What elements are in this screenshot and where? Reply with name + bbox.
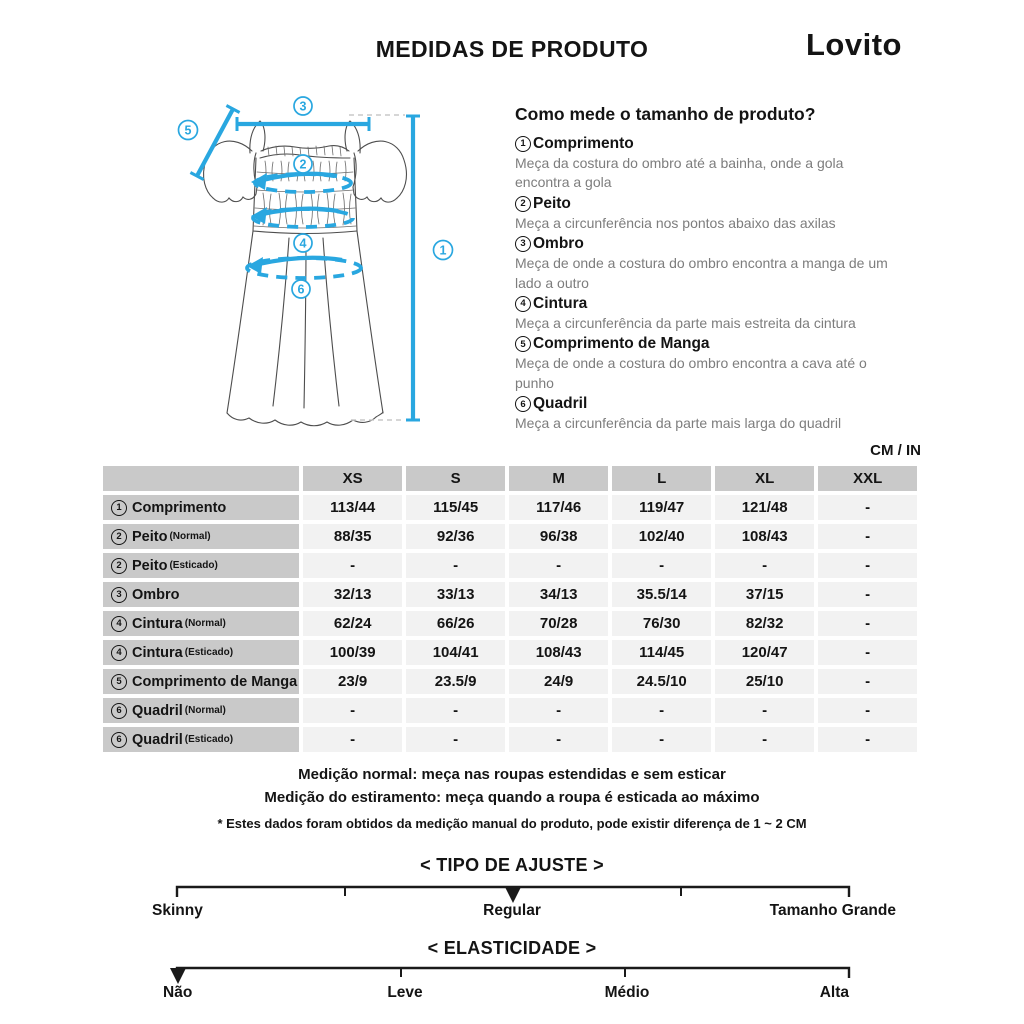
table-row <box>103 582 917 607</box>
marker-sleeve <box>179 121 198 140</box>
circled-number: 2 <box>515 196 531 212</box>
fit-label-regular: Regular <box>483 902 541 919</box>
size-value: - <box>818 669 917 694</box>
howto-section <box>515 104 897 435</box>
elasticity-label-leve: Leve <box>387 984 423 1001</box>
size-value: 117/46 <box>509 495 608 520</box>
marker-chest <box>294 155 312 173</box>
elasticity-scale <box>170 965 860 989</box>
circled-number: 2 <box>111 558 127 574</box>
circled-number: 6 <box>111 703 127 719</box>
howto-item <box>515 134 897 193</box>
size-value: 32/13 <box>303 582 402 607</box>
column-header: M <box>509 466 608 491</box>
size-value: - <box>303 698 402 723</box>
measure-name: 6 Quadril <box>515 394 897 414</box>
elasticity-label-medio: Médio <box>604 984 650 1001</box>
circled-number: 1 <box>515 136 531 152</box>
note-disclaimer: * Estes dados foram obtidos da medição manual do produto, pode existir diferença de 1 ~ 2 CM <box>217 816 807 831</box>
table-row <box>103 727 917 752</box>
circled-number: 1 <box>111 500 127 516</box>
circled-number: 4 <box>515 296 531 312</box>
size-value: - <box>406 727 505 752</box>
table-corner-cell <box>103 466 299 491</box>
row-label: 2 Peito (Normal) <box>103 524 299 549</box>
fit-scale-pointer <box>505 887 521 903</box>
howto-item <box>515 334 897 393</box>
measure-desc: Meça a circunferência da parte mais larga do quadril <box>515 415 842 432</box>
note-stretch-measure: Medição do estiramento: meça quando a roupa é esticada ao máximo <box>264 789 760 806</box>
size-value: 24/9 <box>509 669 608 694</box>
size-value: 76/30 <box>612 611 711 636</box>
circled-number: 3 <box>111 587 127 603</box>
table-row <box>103 611 917 636</box>
measure-desc: Meça a circunferência da parte mais estreita da cintura <box>515 315 856 332</box>
note-normal-measure: Medição normal: meça nas roupas estendidas e sem esticar <box>298 766 726 783</box>
size-value: - <box>818 582 917 607</box>
size-value: - <box>406 698 505 723</box>
size-value: - <box>303 553 402 578</box>
size-value: 121/48 <box>715 495 814 520</box>
size-value: - <box>612 553 711 578</box>
sleeve-measure <box>190 106 239 180</box>
size-value: - <box>303 727 402 752</box>
column-header: S <box>406 466 505 491</box>
size-value: 102/40 <box>612 524 711 549</box>
hip-measure <box>247 257 361 278</box>
table-row <box>103 640 917 665</box>
marker-shoulder <box>294 97 312 115</box>
size-value: 25/10 <box>715 669 814 694</box>
size-value: 37/15 <box>715 582 814 607</box>
measure-name: 2 Peito <box>515 194 897 214</box>
measure-name: 3 Ombro <box>515 234 897 254</box>
measure-desc: Meça de onde a costura do ombro encontra a cava até o punho <box>515 355 867 391</box>
table-row <box>103 669 917 694</box>
measure-name: 5 Comprimento de Manga <box>515 334 897 354</box>
page-title: MEDIDAS DE PRODUTO <box>375 36 649 62</box>
column-header: XL <box>715 466 814 491</box>
table-row <box>103 553 917 578</box>
row-label: 1 Comprimento <box>103 495 299 520</box>
marker-waist <box>294 234 312 252</box>
column-header: XXL <box>818 466 917 491</box>
size-value: - <box>818 553 917 578</box>
elasticity-scale-pointer <box>170 968 186 984</box>
circled-number: 6 <box>111 732 127 748</box>
marker-length <box>434 241 453 260</box>
size-value: 108/43 <box>509 640 608 665</box>
size-value: 66/26 <box>406 611 505 636</box>
size-value: 88/35 <box>303 524 402 549</box>
table-row <box>103 495 917 520</box>
circled-number: 4 <box>111 616 127 632</box>
marker-hip <box>292 280 310 298</box>
size-value: 120/47 <box>715 640 814 665</box>
row-label: 6 Quadril (Normal) <box>103 698 299 723</box>
size-value: - <box>715 553 814 578</box>
elasticity-label-nao: Não <box>163 984 193 1001</box>
howto-item <box>515 394 897 433</box>
size-value: - <box>818 698 917 723</box>
size-value: 104/41 <box>406 640 505 665</box>
size-value: - <box>612 727 711 752</box>
size-value: 119/47 <box>612 495 711 520</box>
svg-text:1: 1 <box>439 243 447 258</box>
row-label: 2 Peito (Esticado) <box>103 553 299 578</box>
size-value: - <box>406 553 505 578</box>
circled-number: 5 <box>111 674 127 690</box>
size-value: - <box>818 611 917 636</box>
elasticity-label-alta: Alta <box>819 984 849 1001</box>
circled-number: 4 <box>111 645 127 661</box>
size-value: 82/32 <box>715 611 814 636</box>
length-measure <box>406 116 420 420</box>
circled-number: 6 <box>515 396 531 412</box>
size-value: - <box>818 495 917 520</box>
table-row <box>103 698 917 723</box>
elasticity-scale-axis <box>177 968 849 978</box>
size-value: 33/13 <box>406 582 505 607</box>
size-value: - <box>509 698 608 723</box>
size-value: 24.5/10 <box>612 669 711 694</box>
svg-text:5: 5 <box>184 123 192 138</box>
size-value: - <box>715 727 814 752</box>
brand-logo: Lovito <box>806 27 902 62</box>
size-table <box>99 462 921 756</box>
row-label: 3 Ombro <box>103 582 299 607</box>
circled-number: 5 <box>515 336 531 352</box>
circled-number: 3 <box>515 236 531 252</box>
howto-heading: Como mede o tamanho de produto? <box>515 104 816 124</box>
size-value: 70/28 <box>509 611 608 636</box>
size-value: - <box>509 727 608 752</box>
shoulder-measure <box>237 117 369 131</box>
svg-text:6: 6 <box>297 282 305 297</box>
size-value: 62/24 <box>303 611 402 636</box>
column-header: L <box>612 466 711 491</box>
row-label: 5 Comprimento de Manga <box>103 669 299 694</box>
measure-name: 1 Comprimento <box>515 134 897 154</box>
table-header-row <box>103 466 917 491</box>
size-value: 35.5/14 <box>612 582 711 607</box>
size-value: - <box>818 727 917 752</box>
size-value: - <box>715 698 814 723</box>
measure-name: 4 Cintura <box>515 294 897 314</box>
size-value: - <box>818 640 917 665</box>
howto-item <box>515 294 897 333</box>
size-value: - <box>509 553 608 578</box>
size-value: 92/36 <box>406 524 505 549</box>
measure-desc: Meça a circunferência nos pontos abaixo das axilas <box>515 214 836 231</box>
size-value: 100/39 <box>303 640 402 665</box>
table-row <box>103 524 917 549</box>
fit-label-skinny: Skinny <box>152 902 203 919</box>
measure-desc: Meça de onde a costura do ombro encontra a manga de um lado a outro <box>515 255 888 291</box>
elasticity-scale-title: < ELASTICIDADE > <box>427 938 597 958</box>
fit-scale-title: < TIPO DE AJUSTE > <box>420 855 604 875</box>
svg-text:4: 4 <box>299 236 307 251</box>
unit-label: CM / IN <box>870 442 921 459</box>
measure-desc: Meça da costura do ombro até a bainha, onde a gola encontra a gola <box>515 155 844 191</box>
size-value: 115/45 <box>406 495 505 520</box>
row-label: 6 Quadril (Esticado) <box>103 727 299 752</box>
size-value: - <box>818 524 917 549</box>
column-header: XS <box>303 466 402 491</box>
svg-text:2: 2 <box>299 157 307 172</box>
size-value: 23/9 <box>303 669 402 694</box>
fit-label-tamanho-grande: Tamanho Grande <box>769 902 896 919</box>
size-value: 34/13 <box>509 582 608 607</box>
chest-measure <box>251 173 351 192</box>
howto-item <box>515 194 897 233</box>
svg-text:3: 3 <box>299 99 307 114</box>
dress-measurement-diagram <box>150 85 500 445</box>
row-label: 4 Cintura (Esticado) <box>103 640 299 665</box>
size-value: 114/45 <box>612 640 711 665</box>
size-value: - <box>612 698 711 723</box>
size-value: 108/43 <box>715 524 814 549</box>
size-value: 23.5/9 <box>406 669 505 694</box>
row-label: 4 Cintura (Normal) <box>103 611 299 636</box>
size-value: 96/38 <box>509 524 608 549</box>
circled-number: 2 <box>111 529 127 545</box>
size-value: 113/44 <box>303 495 402 520</box>
howto-item <box>515 234 897 293</box>
